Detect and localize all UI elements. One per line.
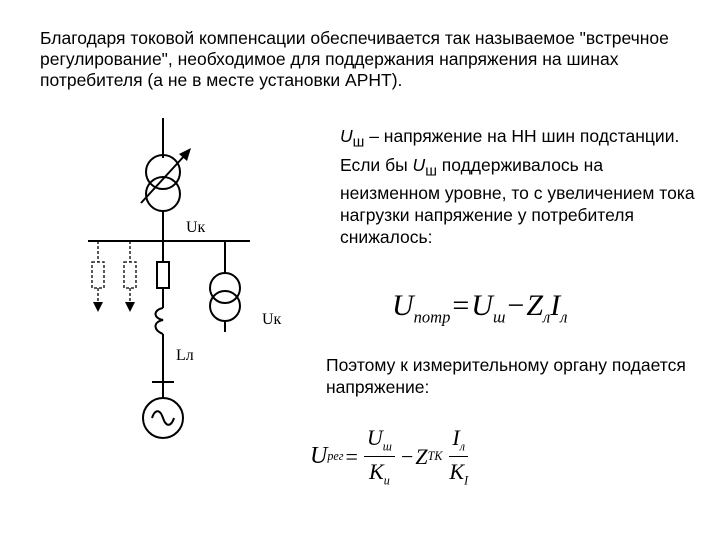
f2-f1-den-sub: и bbox=[383, 473, 390, 488]
f2-minus: − bbox=[400, 443, 414, 469]
transformer-winding-lower bbox=[146, 177, 180, 211]
f2-fraction-2 bbox=[446, 425, 471, 489]
f1-t2-sub: л bbox=[543, 307, 551, 327]
f1-t3: I bbox=[550, 289, 561, 322]
paragraph-1 bbox=[340, 125, 700, 248]
load-arrow-1-icon bbox=[93, 302, 103, 312]
transformer-winding-upper bbox=[146, 155, 180, 189]
f2-f2-den-sub: I bbox=[464, 473, 469, 488]
label-ll: Lл bbox=[176, 347, 194, 364]
f1-lhs: U bbox=[392, 289, 414, 322]
f1-eq: = bbox=[452, 289, 470, 322]
load-branch-2-box bbox=[124, 262, 136, 288]
f2-f2-den: K bbox=[449, 459, 465, 485]
load-arrow-2-icon bbox=[125, 302, 135, 312]
symbol-u-2: U bbox=[412, 154, 426, 175]
f1-t2: Z bbox=[526, 289, 544, 322]
formula-u-consumer bbox=[392, 286, 567, 337]
paragraph-2: Поэтому к измерительному органу подается напряжение: bbox=[326, 355, 686, 397]
f2-eq: = bbox=[345, 443, 358, 469]
ct-winding-upper bbox=[210, 273, 240, 303]
f2-z-sub: ТК bbox=[427, 449, 443, 464]
ct-winding-lower bbox=[210, 291, 240, 321]
paragraph-1-text-b: поддерживалось на неизменном уровне, то с увеличением тока нагрузки напряжение у потребителя снижалось: bbox=[340, 154, 695, 247]
intro-text: Благодаря токовой компенсации обеспечивается так называемое "встречное регулирование", необходимое для поддержания напряжения на шинах потребителя (а не в месте установки АРНТ). bbox=[40, 28, 669, 90]
f2-f1-den: K bbox=[369, 459, 384, 485]
f2-fraction-1 bbox=[364, 425, 395, 489]
formula-u-reg bbox=[310, 425, 475, 489]
symbol-u-sub: ш bbox=[352, 134, 365, 151]
label-uk-right: Uк bbox=[262, 311, 282, 328]
f2-z: Z bbox=[415, 443, 428, 469]
f1-minus: − bbox=[507, 289, 525, 322]
f1-t1-sub: ш bbox=[492, 307, 506, 327]
f2-f2-num-sub: л bbox=[459, 439, 466, 454]
load-branch-1-box bbox=[92, 262, 104, 288]
f2-lhs-sub: рег bbox=[327, 449, 344, 464]
label-uk-top: Uк bbox=[186, 219, 206, 236]
f2-f1-num-sub: ш bbox=[382, 439, 392, 454]
f2-lhs: U bbox=[310, 443, 328, 470]
f1-lhs-sub: потр bbox=[413, 307, 451, 327]
paragraph-1-text-a: – напряжение на НН шин подстанции. Если бы bbox=[340, 126, 680, 175]
inductor-icon bbox=[156, 308, 164, 334]
symbol-u-2-sub: ш bbox=[425, 163, 437, 179]
f1-t1: U bbox=[471, 289, 493, 322]
f2-f2-num: I bbox=[452, 425, 460, 450]
resistor-element bbox=[157, 262, 169, 288]
symbol-u: U bbox=[340, 126, 353, 146]
f1-t3-sub: л bbox=[560, 307, 568, 327]
generator-sine-icon bbox=[152, 411, 174, 425]
f2-f1-num: U bbox=[366, 425, 383, 450]
